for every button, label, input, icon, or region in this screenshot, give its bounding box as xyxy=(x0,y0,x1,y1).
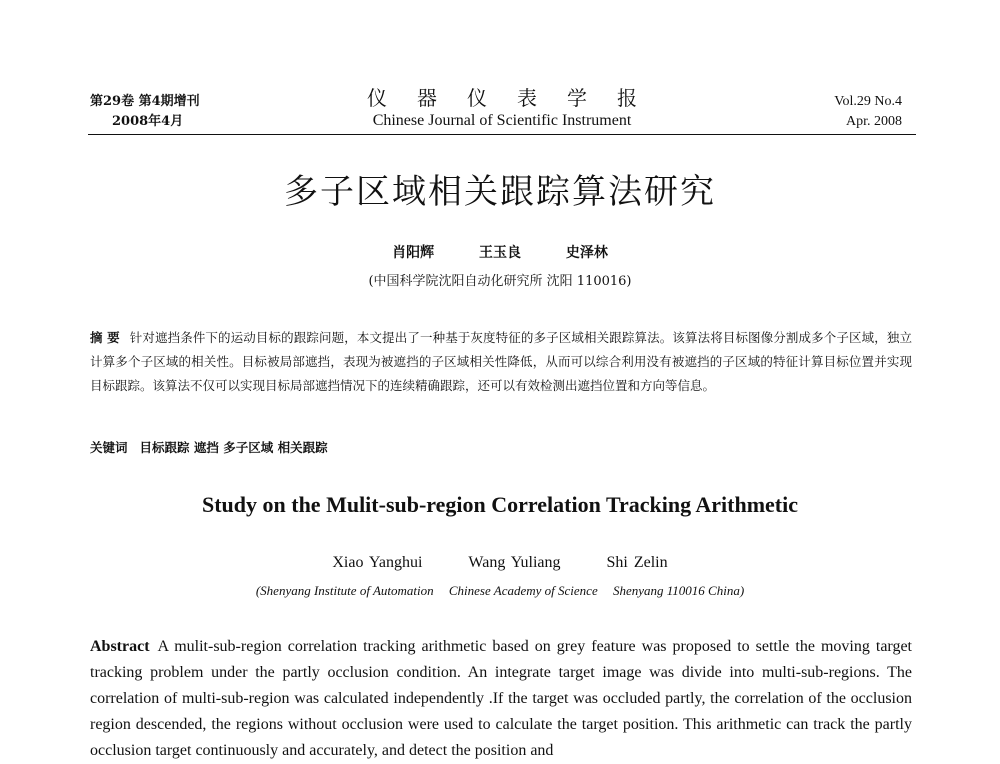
author-cn: 肖阳辉 xyxy=(392,245,435,261)
abstract-cn-label: 摘 要 xyxy=(90,330,120,345)
issue-date-cn: 2008年4月 xyxy=(112,114,184,129)
keywords-cn xyxy=(90,438,328,456)
issue-info-en xyxy=(834,92,902,132)
author-cn: 史泽林 xyxy=(565,245,608,261)
volume-issue-en: Vol.29 No.4 xyxy=(834,94,902,109)
keywords-cn-text: 目标跟踪 遮挡 多子区域 相关跟踪 xyxy=(139,440,328,455)
author-en: Shi Zelin xyxy=(606,554,668,571)
affiliation-en xyxy=(0,583,1000,599)
abstract-cn xyxy=(90,326,912,398)
issue-date-en: Apr. 2008 xyxy=(846,114,902,129)
volume-issue: 第29卷 第4期增刊 xyxy=(90,94,200,109)
author-list-cn xyxy=(0,242,1000,262)
author-en: Wang Yuliang xyxy=(468,554,561,571)
journal-name xyxy=(88,86,916,132)
journal-name-en: Chinese Journal of Scientific Instrument xyxy=(372,112,632,129)
affiliation-en-part: Chinese Academy of Science xyxy=(448,583,598,598)
paper-title-en: Study on the Mulit-sub-region Correlation Tracking Arithmetic xyxy=(201,492,799,517)
author-cn: 王玉良 xyxy=(479,245,521,261)
author-list-en xyxy=(0,554,1000,572)
paper-title-cn: 多子区域相关跟踪算法研究 xyxy=(284,172,716,212)
abstract-cn-text: 针对遮挡条件下的运动目标的跟踪问题，本文提出了一种基于灰度特征的多子区域相关跟踪算法。该算法将目标图像分割成多个子区域，独立计算多个子区域的相关性。目标被局部遮挡，表现为被遮挡的子区域相关性降低，从而可以综合利用没有被遮挡的子区域的特征计算目标位置并实现目标跟踪。该算法不仅可以实现目标局部遮挡情况下的连续精确跟踪，还可以有效检测出遮挡位置和方向等信息。 xyxy=(90,330,912,393)
abstract-en-label: Abstract xyxy=(90,638,150,655)
affiliation-en-part: (Shenyang Institute of Automation xyxy=(255,583,434,598)
abstract-en xyxy=(90,634,912,764)
affiliation-en-part: Shenyang 110016 China) xyxy=(612,583,745,598)
abstract-en-text: A mulit-sub-region correlation tracking arithmetic based on grey feature was proposed to settle the moving target tracking problem under the partly occlusion condition. An integrate target image was divide into multi-sub-regions. The correlation of multi-sub-region was calculated independently .If the target was occluded partly, the correlation of the occlusion region descended, the regions without occlusion were used to calculate the target position. This arithmetic can track the partly occlusion target continuously and accurately, and detect the position and xyxy=(90,638,912,759)
affiliation-cn: (中国科学院沈阳自动化研究所 沈阳 110016) xyxy=(368,274,632,289)
keywords-cn-label: 关键词 xyxy=(90,440,128,455)
author-en: Xiao Yanghui xyxy=(332,554,423,571)
journal-name-cn: 仪器仪表学报 xyxy=(367,86,667,110)
journal-header xyxy=(88,86,916,135)
